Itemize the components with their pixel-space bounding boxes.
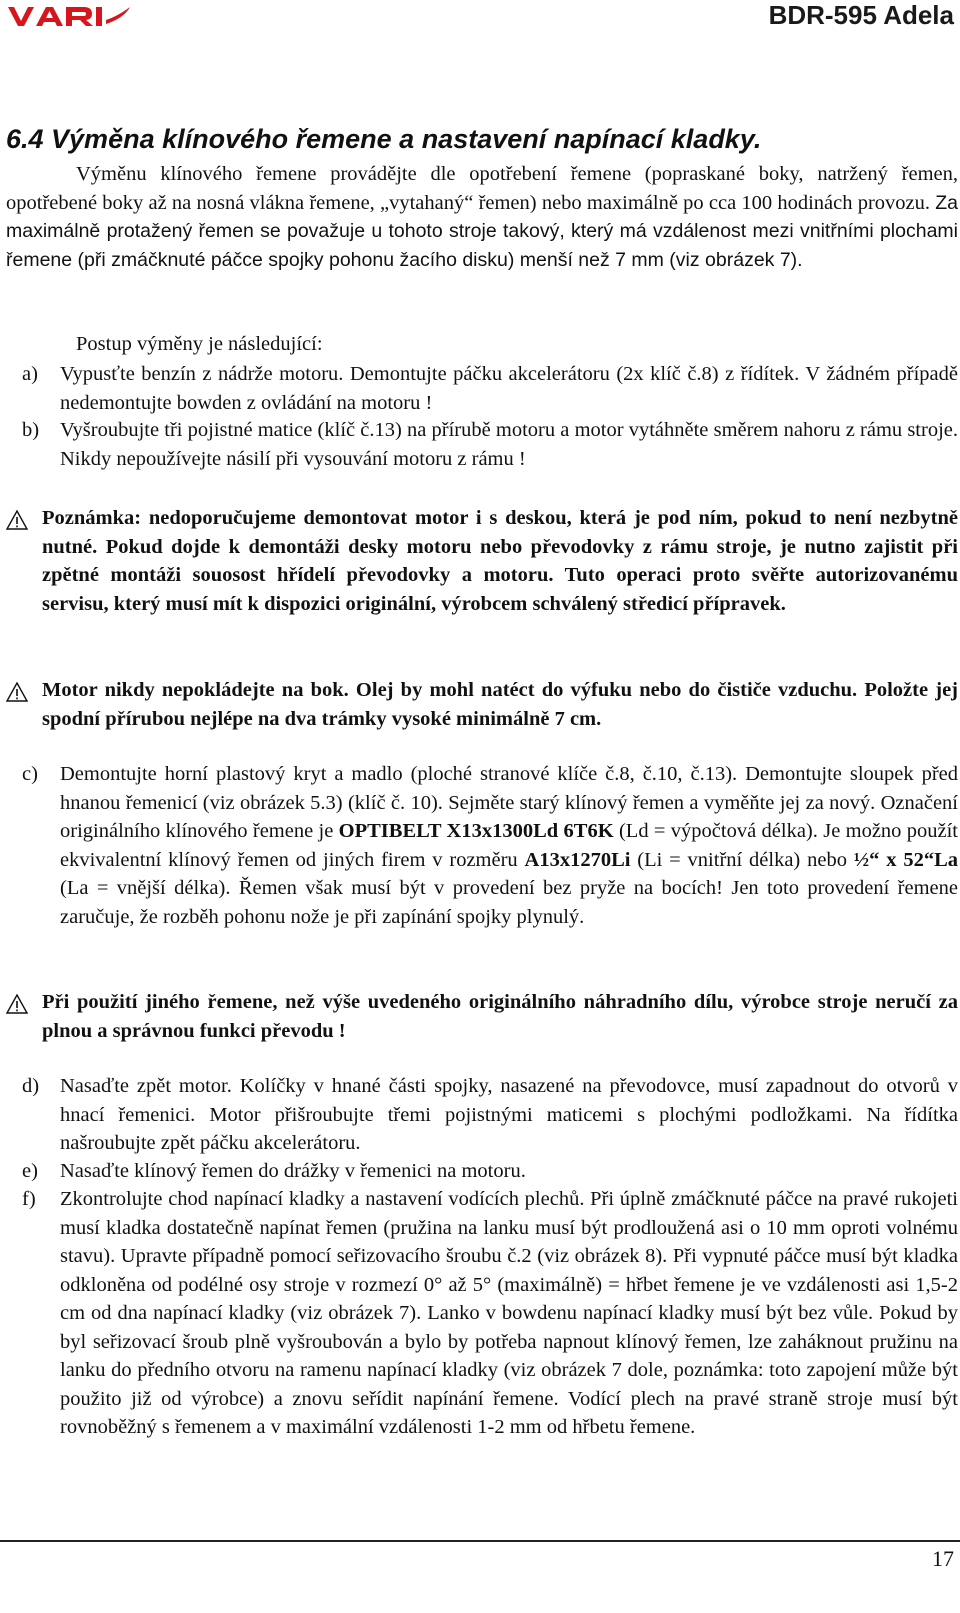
step-letter: c) — [22, 763, 38, 785]
warning-note — [6, 504, 958, 618]
step-letter: b) — [22, 419, 40, 441]
belt-code-li: A13x1270Li — [524, 848, 631, 871]
warning-text: Poznámka: nedoporučujeme demontovat motor i s deskou, která je pod ním, pokud to není nezbytně nutné. Pokud dojde k demontáži desky motoru nebo převodovky z rámu stroje, je nutno zajistit při zpětné montáži souosost hřídelí převodovky a motoru. Tuto operaci proto svěřte autorizovanému servisu, který musí mít k dispozici originální, výrobcem schválený středicí přípravek. — [42, 507, 958, 615]
step-c-text: Demontujte horní plastový kryt a madlo (ploché stranové klíče č.8, č.10, č.13). Demontujte sloupek před hnanou řemenicí (viz obrázek 5.3) (klíč č. 10). Sejměte starý klínový řemen a vyměňte jej za nový. Označení originálního klínového řemene je — [60, 763, 958, 842]
step-text: Nasaďte zpět motor. Kolíčky v hnané části spojky, nasazené na převodovce, musí zapadnout do otvorů v hnací řemenici. Motor přišroubujte třemi pojistnými maticemi s plochými podložkami. Na řídítka našroubujte zpět páčku akcelerátoru. — [60, 1075, 958, 1154]
section-title: 6.4 Výměna klínového řemene a nastavení napínací kladky. — [6, 124, 762, 154]
intro-text-serif: Výměnu klínového řemene provádějte dle opotřebení řemene (popraskané boky, natržený řemen, opotřebené boky až na nosná vlákna řemene, „vytahaný“ řemen) nebo maximálně po cca 100 hodinách provozu. — [6, 163, 958, 214]
page-header — [0, 0, 960, 40]
step-text: Zkontrolujte chod napínací kladky a nastavení vodících plechů. Při úplně zmáčknuté páčce na pravé rukojeti musí kladka dostatečně napínat řemen (pružina na lanku musí být prodloužená asi o 10 mm oproti volnému stavu). Upravte případně pomocí seřizovacího šroubu č.2 (viz obrázek 8). Při vypnuté páčce musí být kladka odkloněna od podélné osy stroje v rozmezí 0° až 5° (maximálně) = hřbet řemene je ve vzdálenosti asi 1,5-2 cm od dna napínací kladky (viz obrázek 7). Lanko v bowdenu napínací kladky musí být bez vůle. Pokud by byl seřizovací šroub plně vyšroubován a bylo by potřeba napnout klínový řemen, lze zaháknout pružinu na lanku do předního otvoru na ramenu napínací kladky (viz obrázek 7 dole, poznámka: toto zapojení může být použito již od výrobce) a znovu seřídit napínání řemene. Vodící plech na pravé straně stroje musí být rovnoběžný s řemenem a v maximální vzdálenosti 1-2 mm od hřbetu řemene. — [60, 1188, 958, 1438]
warning-note — [6, 988, 958, 1045]
warning-triangle-icon — [6, 682, 28, 702]
page-number: 17 — [932, 1546, 954, 1571]
step-c-text: (Ld = výpočtová délka). Je možno použít ekvivalentní klínový řemen od jiných firem v rozměru — [60, 820, 958, 871]
warning-triangle-icon — [6, 510, 28, 530]
footer-divider — [0, 1540, 960, 1542]
belt-code-original: OPTIBELT X13x1300Ld 6T6K — [338, 820, 614, 842]
model-name: BDR-595 Adela — [768, 0, 954, 30]
step-item — [22, 416, 958, 473]
intro-paragraph — [6, 160, 958, 274]
step-text: Vyšroubujte tři pojistné matice (klíč č.13) na přírubě motoru a motor vytáhněte směrem nahoru z rámu stroje. Nikdy nepoužívejte násilí při vysouvání motoru z rámu ! — [60, 419, 958, 470]
step-item — [22, 360, 958, 417]
step-item — [22, 1072, 958, 1158]
warning-text: Při použití jiného řemene, než výše uvedeného originálního náhradního dílu, výrobce stroje neručí za plnou a správnou funkci převodu ! — [42, 991, 958, 1042]
step-item — [22, 760, 958, 931]
step-text — [60, 760, 958, 931]
step-letter: e) — [22, 1160, 38, 1182]
warning-text: Motor nikdy nepokládejte na bok. Olej by mohl natéct do výfuku nebo do čističe vzduchu. Položte jej spodní přírubou nejlépe na dva trámky vysoké minimálně 7 cm. — [42, 679, 958, 730]
warning-triangle-icon — [6, 994, 28, 1014]
vari-logo — [6, 4, 132, 28]
belt-code-la: ½“ x 52“La — [853, 848, 958, 871]
step-c-text: (Li = vnitřní délka) nebo — [630, 848, 854, 871]
step-letter: d) — [22, 1075, 40, 1097]
step-letter: f) — [22, 1188, 36, 1210]
step-c-text: (La = vnější délka). Řemen však musí být v provedení bez pryže na bocích! Jen toto provedení řemene zaručuje, že rozběh pohonu nože je při zapínání spojky plynulý. — [60, 877, 958, 928]
warning-note — [6, 676, 958, 733]
procedure-heading: Postup výměny je následující: — [76, 333, 323, 355]
step-item — [22, 1157, 958, 1186]
step-text: Nasaďte klínový řemen do drážky v řemenici na motoru. — [60, 1160, 526, 1182]
step-text: Vypusťte benzín z nádrže motoru. Demontujte páčku akcelerátoru (2x klíč č.8) z řídítek. V žádném případě nedemontujte bowden z ovládání na motoru ! — [60, 363, 958, 414]
step-item — [22, 1185, 958, 1442]
step-letter: a) — [22, 363, 38, 385]
intro-text-sans: Za maximálně protažený řemen se považuje u tohoto stroje takový, který má vzdálenost mezi vnitřními plochami řemene (při zmáčknuté páčce spojky pohonu žacího disku) menší než 7 mm (viz obrázek 7). — [6, 191, 958, 271]
